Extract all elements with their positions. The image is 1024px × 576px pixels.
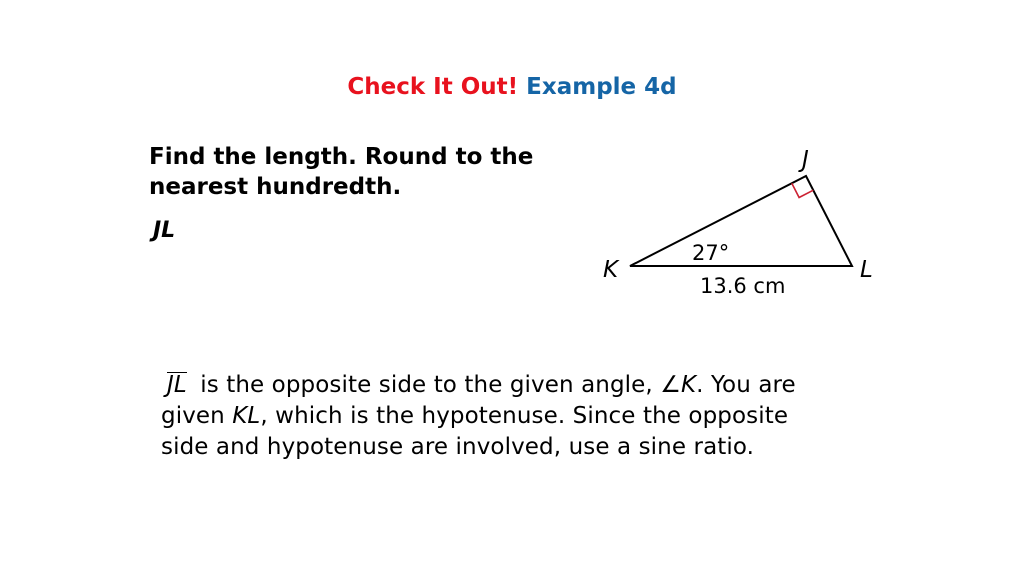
title-example-number: Example 4d — [526, 74, 677, 100]
vertex-label-l: L — [860, 257, 873, 283]
prompt-line-1: Find the length. Round to the — [149, 144, 534, 170]
title-check-it-out: Check It Out! — [347, 74, 519, 100]
explanation-text-2: . You are given — [161, 372, 796, 429]
angle-variable: K — [680, 372, 697, 398]
explanation-text-1: is the opposite side to the given angle, ∠ — [192, 372, 681, 398]
vertex-label-j: J — [802, 147, 809, 173]
segment-jl-overlined: JL — [167, 372, 187, 398]
prompt-line-2: nearest hundredth. — [149, 174, 402, 200]
target-segment-label: JL — [153, 218, 176, 243]
right-triangle-diagram — [590, 135, 890, 305]
vertex-label-k: K — [603, 257, 619, 283]
slide-title — [0, 74, 1024, 100]
side-variable: KL — [232, 403, 261, 429]
explanation-paragraph — [161, 370, 841, 463]
explanation-text-3: , which is the hypotenuse. Since the opposite side and hypotenuse are involved, use a sine ratio. — [161, 403, 789, 460]
hypotenuse-length-label: 13.6 cm — [700, 274, 786, 298]
problem-prompt — [149, 142, 589, 202]
triangle-outline — [630, 176, 852, 266]
angle-measure-label: 27° — [692, 241, 730, 265]
